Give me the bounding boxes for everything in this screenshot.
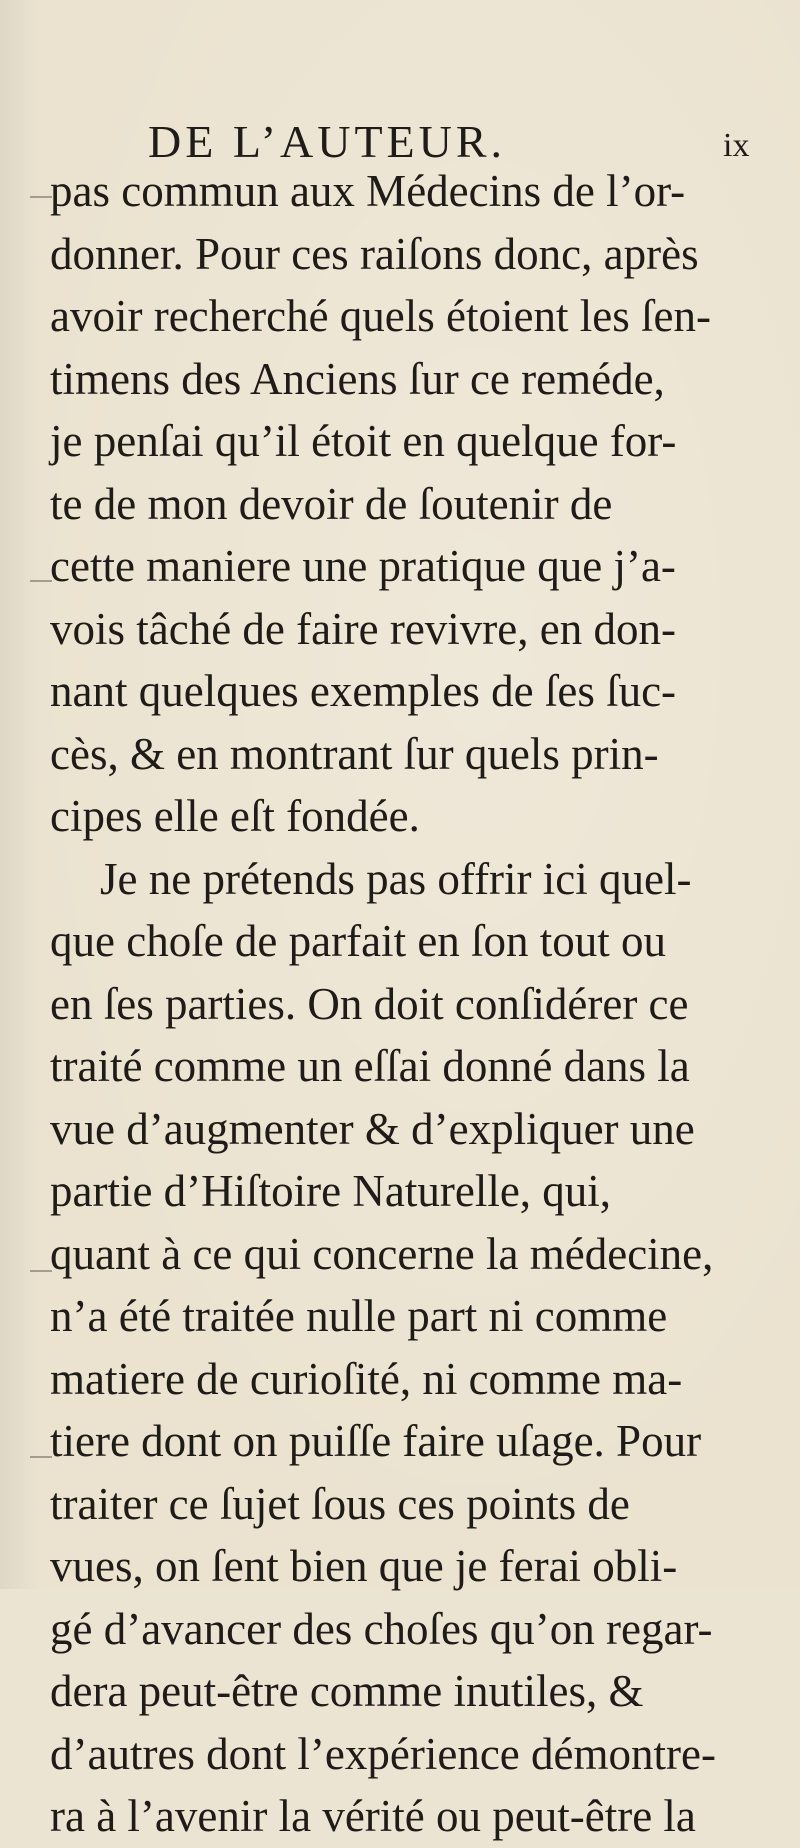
text-line: ra à l’avenir la vérité ou peut-être la (50, 1791, 696, 1841)
page-number: ix (723, 127, 750, 164)
text-line: matiere de curioſité, ni comme ma- (50, 1353, 683, 1404)
text-line: je penſai qu’il étoit en quelque for- (50, 416, 677, 466)
text-line: vois tâché de faire revivre, en don- (50, 603, 676, 654)
text-line: cès, & en montrant ſur quels prin- (50, 728, 659, 779)
running-header (148, 118, 748, 166)
text-line: que choſe de parfait en ſon tout ou (50, 916, 667, 966)
text-line: te de mon devoir de ſoutenir de (50, 478, 613, 529)
text-line: nant quelques exemples de ſes ſuc- (50, 666, 677, 716)
text-line: quant à ce qui concerne la médecine, (50, 1228, 714, 1279)
text-line: cette maniere une pratique que j’a- (50, 541, 676, 591)
body-text (50, 160, 780, 1848)
gutter-mark (30, 196, 52, 198)
text-line: traiter ce ſujet ſous ces points de (50, 1478, 630, 1529)
text-line: vues, on ſent bien que je ferai obli- (50, 1541, 678, 1591)
text-line: gé d’avancer des choſes qu’on regar- (50, 1603, 713, 1654)
gutter-mark (30, 1456, 52, 1458)
text-line: vue d’augmenter & d’expliquer une (50, 1103, 695, 1154)
text-line: timens des Anciens ſur ce reméde, (50, 353, 665, 404)
text-line: n’a été traitée nulle part ni comme (50, 1291, 668, 1341)
text-line: donner. Pour ces raiſons donc, après (50, 228, 699, 279)
text-line: cipes elle eſt fondée. (50, 791, 420, 841)
text-line: en ſes parties. On doit conſidérer ce (50, 978, 689, 1029)
gutter-mark (30, 1270, 52, 1272)
gutter-mark (30, 580, 52, 582)
text-line: partie d’Hiſtoire Naturelle, qui, (50, 1166, 612, 1216)
text-line: pas commun aux Médecins de l’or- (50, 166, 686, 216)
text-line: avoir recherché quels étoient les ſen- (50, 291, 711, 341)
text-line: traité comme un eſſai donné dans la (50, 1041, 690, 1091)
paragraph-start-line: Je ne prétends pas offrir ici quel- (100, 853, 692, 904)
text-line: dera peut-être comme inutiles, & (50, 1666, 644, 1716)
text-line: d’autres dont l’expérience démontre- (50, 1728, 716, 1779)
text-line: tiere dont on puiſſe faire uſage. Pour (50, 1416, 702, 1466)
running-title: DE L’AUTEUR. (148, 116, 507, 167)
